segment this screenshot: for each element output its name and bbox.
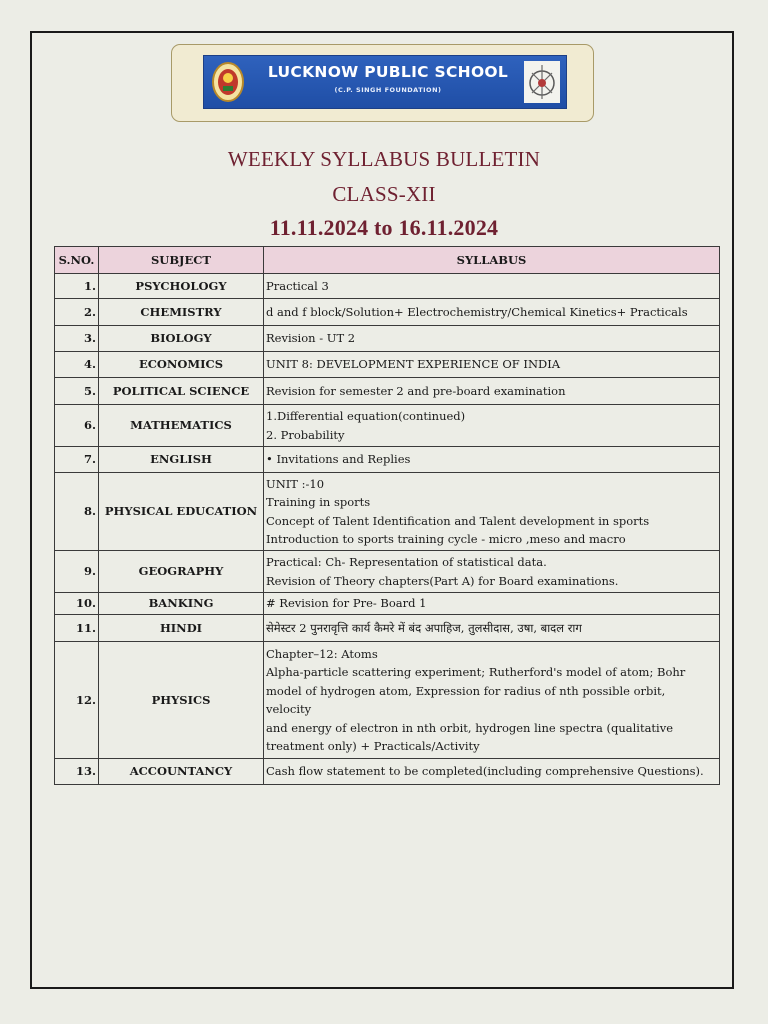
row-sno: 11. [55, 615, 99, 642]
syllabus-line: Cash flow statement to be completed(including comprehensive Questions). [266, 764, 704, 779]
syllabus-line: # Revision for Pre- Board 1 [266, 596, 427, 611]
row-syllabus [264, 274, 720, 299]
table-row [55, 274, 720, 299]
syllabus-line: Alpha-particle scattering experiment; Rutherford's model of atom; Bohr [266, 665, 686, 679]
row-sno: 7. [55, 447, 99, 473]
school-crest-icon [210, 59, 246, 105]
row-syllabus [264, 473, 720, 551]
syllabus-line: UNIT 8: DEVELOPMENT EXPERIENCE OF INDIA [266, 357, 561, 372]
syllabus-line: 1.Differential equation(continued) [266, 409, 466, 423]
table-row [55, 642, 720, 759]
row-syllabus [264, 299, 720, 326]
row-subject: GEOGRAPHY [99, 551, 264, 593]
row-subject: BANKING [99, 593, 264, 615]
row-subject: PHYSICAL EDUCATION [99, 473, 264, 551]
row-subject: PSYCHOLOGY [99, 274, 264, 299]
syllabus-line: Practical 3 [266, 278, 329, 293]
table-row [55, 473, 720, 551]
date-range: 11.11.2024 to 16.11.2024 [269, 215, 499, 240]
syllabus-line: velocity [266, 702, 312, 716]
row-sno: 1. [55, 274, 99, 299]
row-sno: 8. [55, 473, 99, 551]
table-row [55, 447, 720, 473]
row-sno: 3. [55, 326, 99, 352]
table-row [55, 551, 720, 593]
row-syllabus [264, 352, 720, 378]
syllabus-line: model of hydrogen atom, Expression for radius of nth possible orbit, [266, 683, 666, 698]
syllabus-line: 2. Probability [266, 427, 345, 442]
syllabus-line: d and f block/Solution+ Electrochemistry/Chemical Kinetics+ Practicals [266, 304, 688, 319]
syllabus-line: Practical: Ch- Representation of statistical data. [266, 555, 547, 569]
row-syllabus [264, 759, 720, 785]
row-subject: BIOLOGY [99, 326, 264, 352]
row-subject: CHEMISTRY [99, 299, 264, 326]
syllabus-line: Revision - UT 2 [266, 331, 356, 346]
row-sno: 10. [55, 593, 99, 615]
syllabus-line: Training in sports [266, 495, 371, 509]
syllabus-line: सेमेस्टर 2 पुनरावृत्ति कार्य कैमरे में बंद अपाहिज, तुलसीदास, उषा, बादल राग [266, 620, 582, 635]
syllabus-line: UNIT :-10 [266, 476, 325, 491]
row-syllabus [264, 642, 720, 759]
row-syllabus [264, 551, 720, 593]
row-sno: 4. [55, 352, 99, 378]
row-sno: 6. [55, 405, 99, 447]
row-sno: 2. [55, 299, 99, 326]
row-syllabus [264, 615, 720, 642]
row-subject: HINDI [99, 615, 264, 642]
syllabus-line: treatment only) + Practicals/Activity [266, 739, 480, 753]
table-header-row [55, 247, 720, 274]
row-syllabus [264, 326, 720, 352]
header-syllabus: SYLLABUS [264, 247, 720, 274]
syllabus-line: Concept of Talent Identification and Talent development in sports [266, 513, 650, 528]
table-row [55, 615, 720, 642]
syllabus-line: • Invitations and Replies [266, 452, 411, 467]
row-subject: ENGLISH [99, 447, 264, 473]
header-sno: S.NO. [55, 247, 99, 274]
row-syllabus [264, 593, 720, 615]
table-row [55, 352, 720, 378]
row-sno: 5. [55, 378, 99, 405]
row-subject: PHYSICS [99, 642, 264, 759]
bulletin-title: WEEKLY SYLLABUS BULLETIN [227, 147, 541, 171]
school-foundation: (C.P. SINGH FOUNDATION) [334, 86, 442, 94]
table-row [55, 759, 720, 785]
row-sno: 9. [55, 551, 99, 593]
class-title: CLASS-XII [332, 182, 436, 206]
syllabus-line: Revision of Theory chapters(Part A) for Board examinations. [266, 573, 619, 588]
row-syllabus [264, 378, 720, 405]
row-sno: 12. [55, 642, 99, 759]
row-sno: 13. [55, 759, 99, 785]
table-row [55, 326, 720, 352]
syllabus-line: and energy of electron in nth orbit, hydrogen line spectra (qualitative [266, 720, 674, 735]
syllabus-line: Revision for semester 2 and pre-board examination [266, 383, 566, 398]
row-syllabus [264, 447, 720, 473]
row-subject: POLITICAL SCIENCE [99, 378, 264, 405]
row-subject: ECONOMICS [99, 352, 264, 378]
table-row [55, 593, 720, 615]
school-logo-banner [203, 55, 567, 109]
header-subject: SUBJECT [99, 247, 264, 274]
syllabus-line: Chapter–12: Atoms [266, 646, 378, 661]
table-row [55, 299, 720, 326]
school-name: LUCKNOW PUBLIC SCHOOL [267, 63, 509, 81]
row-syllabus [264, 405, 720, 447]
row-subject: MATHEMATICS [99, 405, 264, 447]
emblem-icon [522, 59, 562, 105]
syllabus-table [54, 246, 720, 785]
syllabus-line: Introduction to sports training cycle - micro ,meso and macro [266, 532, 626, 546]
table-row [55, 378, 720, 405]
table-row [55, 405, 720, 447]
row-subject: ACCOUNTANCY [99, 759, 264, 785]
